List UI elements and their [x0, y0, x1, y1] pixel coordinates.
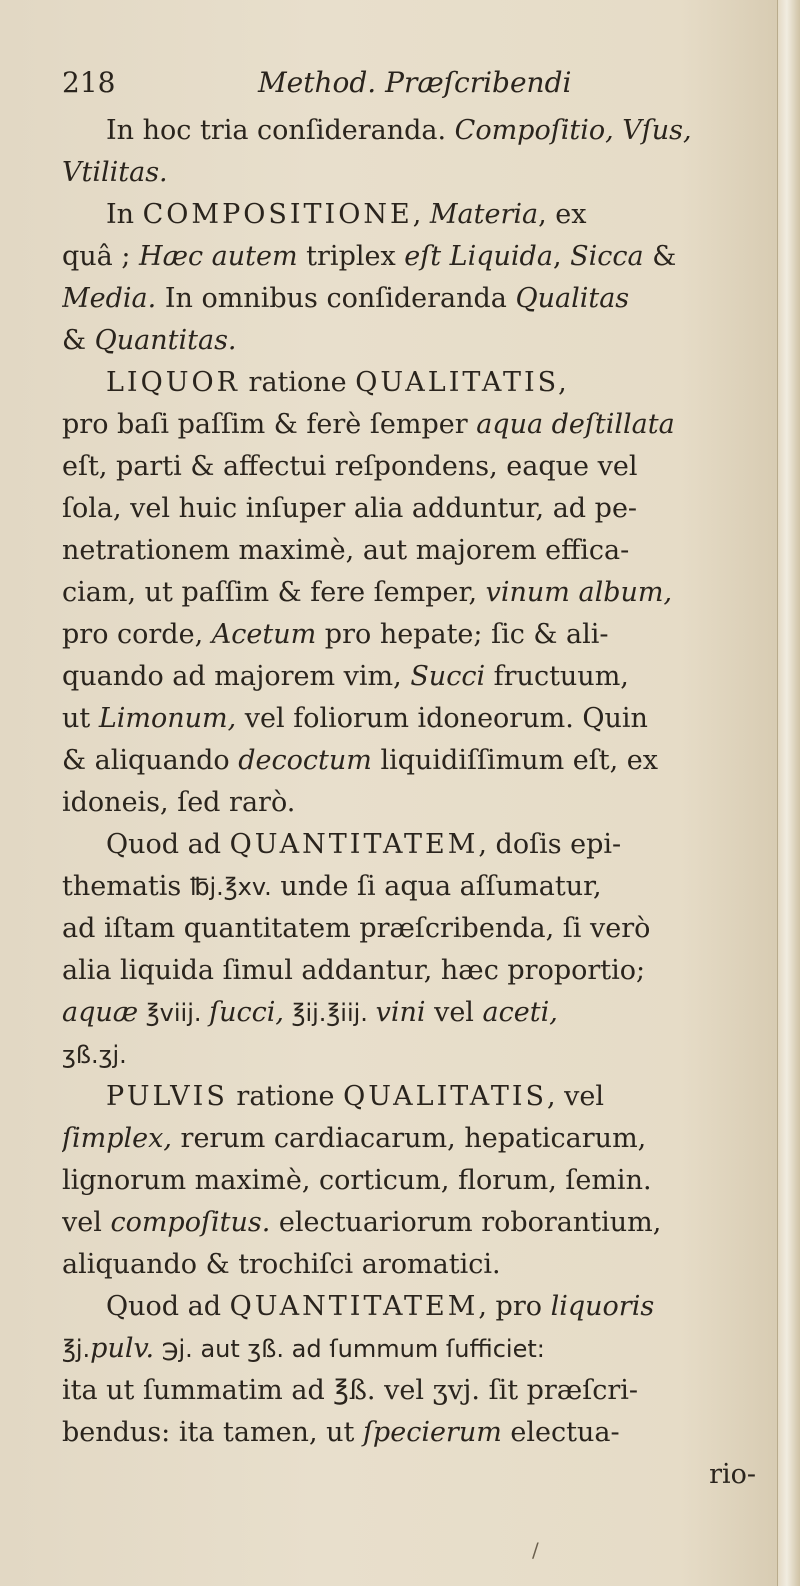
- text-run: , vel: [547, 1081, 605, 1112]
- text-line: [62, 1244, 762, 1286]
- text-run: ʒß.ʒj.: [62, 1041, 127, 1069]
- page-header: [62, 66, 762, 106]
- text-line: [62, 236, 762, 278]
- text-line: [62, 572, 762, 614]
- text-run: pro corde,: [62, 619, 212, 650]
- text-run: QUALITATIS,: [355, 367, 570, 398]
- text-run: Sicca: [570, 241, 644, 272]
- text-line: [62, 1202, 762, 1244]
- text-run: bendus: ita tamen, ut: [62, 1417, 363, 1448]
- text-run: COMPOSITIONE: [142, 199, 413, 230]
- text-run: liquoris: [550, 1291, 655, 1322]
- text-line: [62, 152, 762, 194]
- text-run: aquæ: [62, 997, 139, 1028]
- text-line: [62, 740, 762, 782]
- text-run: triplex: [297, 241, 405, 272]
- text-line: [62, 1076, 762, 1118]
- text-line: [62, 908, 762, 950]
- text-line: [62, 614, 762, 656]
- text-line: [62, 110, 762, 152]
- text-line: [62, 1328, 762, 1370]
- text-run: vel: [425, 997, 483, 1028]
- text-run: netrationem maximè, aut majorem effica-: [62, 535, 630, 566]
- text-line: [62, 530, 762, 572]
- text-run: rio-: [709, 1459, 756, 1490]
- text-run: &: [62, 325, 95, 356]
- text-run: LIQUOR: [106, 367, 240, 398]
- text-run: vinum album,: [485, 577, 673, 608]
- text-line: [62, 278, 762, 320]
- text-run: PULVIS: [106, 1081, 228, 1112]
- text-line: [62, 1412, 762, 1454]
- text-line: [62, 950, 762, 992]
- stray-mark: /: [532, 1538, 539, 1562]
- text-run: Qualitas: [515, 283, 630, 314]
- text-run: rerum cardiacarum, hepaticarum,: [171, 1123, 647, 1154]
- text-run: ratione: [227, 1081, 344, 1112]
- text-run: QUANTITATEM: [229, 829, 479, 860]
- text-run: QUANTITATEM: [229, 1291, 479, 1322]
- text-run: electua-: [501, 1417, 620, 1448]
- text-run: , pro: [478, 1291, 551, 1322]
- page-number: 218: [62, 66, 116, 99]
- text-run: thematis: [62, 871, 190, 902]
- text-run: eſt, parti & affectui reſpondens, eaque vel: [62, 451, 638, 482]
- text-run: vel foliorum idoneorum. Quin: [236, 703, 648, 734]
- text-run: &: [643, 241, 677, 272]
- text-run: pro hepate; ſic & ali-: [316, 619, 609, 650]
- text-run: Compoſitio, Vſus,: [454, 115, 692, 146]
- text-line: [62, 992, 762, 1034]
- text-run: In: [106, 199, 143, 230]
- text-run: decoctum: [238, 745, 372, 776]
- text-run: , ex: [538, 199, 587, 230]
- text-run: Materia: [429, 199, 539, 230]
- text-run: Quod ad: [106, 829, 230, 860]
- text-run: vel: [62, 1207, 111, 1238]
- text-line: [62, 488, 762, 530]
- text-run: pulv.: [90, 1333, 155, 1364]
- text-run: ſimplex,: [62, 1123, 172, 1154]
- text-run: ſpecierum: [362, 1417, 502, 1448]
- text-line: [62, 656, 762, 698]
- text-run: ſola, vel huic inſuper alia adduntur, ad pe-: [62, 493, 638, 524]
- text-line: [62, 446, 762, 488]
- text-run: idoneis, ſed rarò.: [62, 787, 296, 818]
- text-run: Limonum,: [98, 703, 237, 734]
- text-run: Hæc autem: [139, 241, 298, 272]
- text-run: aqua deſtillata: [476, 409, 675, 440]
- text-run: ℥j.: [62, 1335, 91, 1363]
- text-run: Succi: [410, 661, 486, 692]
- text-run: Acetum: [211, 619, 317, 650]
- text-run: pro baſi paſſim & ferè ſemper: [62, 409, 477, 440]
- text-run: vini: [375, 997, 426, 1028]
- text-run: alia liquida ſimul addantur, hæc proportio;: [62, 955, 646, 986]
- text-run: quando ad majorem vim,: [62, 661, 411, 692]
- text-run: ratione: [239, 367, 356, 398]
- text-line: [62, 362, 762, 404]
- text-line: [62, 698, 762, 740]
- text-run: aceti,: [482, 997, 558, 1028]
- text-run: ℥ij.℥iij.: [283, 999, 376, 1027]
- text-line: [62, 866, 762, 908]
- text-run: aliquando & trochiſci aromatici.: [62, 1249, 501, 1280]
- text-line: [62, 404, 762, 446]
- text-run: ℔j.℥xv.: [189, 873, 272, 901]
- text-run: ,: [412, 199, 430, 230]
- text-run: unde ſi aqua aſſumatur,: [271, 871, 602, 902]
- text-run: ut: [62, 703, 99, 734]
- text-run: eſt Liquida: [404, 241, 553, 272]
- text-run: & aliquando: [62, 745, 239, 776]
- text-line: [62, 1034, 762, 1076]
- text-line: [62, 1118, 762, 1160]
- text-run: ciam, ut paſſim & fere ſemper,: [62, 577, 486, 608]
- text-run: In omnibus conſideranda: [156, 283, 516, 314]
- text-run: lignorum maximè, corticum, florum, ſemin.: [62, 1165, 652, 1196]
- text-run: In hoc tria conſideranda.: [106, 115, 455, 146]
- page-gutter: [777, 0, 800, 1586]
- catchword: [62, 1454, 762, 1496]
- running-title: Method. Præſcribendi: [258, 66, 572, 99]
- text-run: compoſitus.: [110, 1207, 271, 1238]
- text-run: ,: [552, 241, 571, 272]
- text-run: Vtilitas.: [62, 157, 168, 188]
- text-run: ſucci,: [209, 997, 284, 1028]
- text-run: QUALITATIS: [343, 1081, 548, 1112]
- text-run: liquidiſſimum eſt, ex: [371, 745, 658, 776]
- text-run: ℈j. aut ʒß. ad ſummum ſufficiet:: [154, 1335, 545, 1363]
- text-line: [62, 782, 762, 824]
- text-line: [62, 1370, 762, 1412]
- text-block: [62, 110, 762, 1496]
- text-run: ad iſtam quantitatem præſcribenda, ſi verò: [62, 913, 651, 944]
- text-run: , doſis epi-: [478, 829, 622, 860]
- text-run: ℥viij.: [138, 999, 210, 1027]
- text-run: Quantitas.: [94, 325, 237, 356]
- text-run: quâ ;: [62, 241, 140, 272]
- text-run: Media.: [62, 283, 157, 314]
- text-line: [62, 1160, 762, 1202]
- text-run: ita ut ſummatim ad ℥ß. vel ʒvj. ſit præſcri-: [62, 1375, 638, 1406]
- text-run: electuariorum roborantium,: [270, 1207, 662, 1238]
- text-run: fructuum,: [485, 661, 629, 692]
- text-line: [62, 320, 762, 362]
- text-line: [62, 1286, 762, 1328]
- text-line: [62, 194, 762, 236]
- text-line: [62, 824, 762, 866]
- text-run: Quod ad: [106, 1291, 230, 1322]
